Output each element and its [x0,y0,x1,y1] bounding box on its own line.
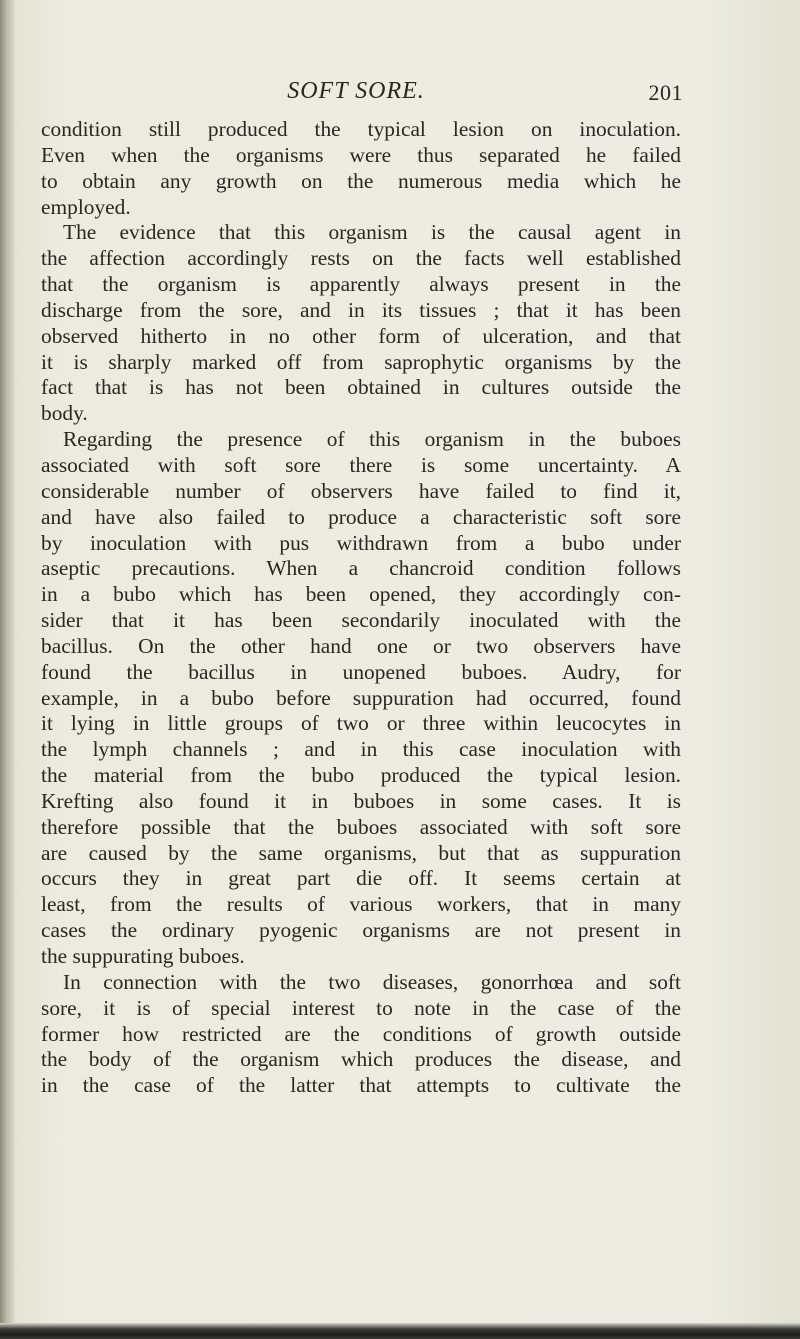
page-bottom-edge [0,1323,800,1339]
text-line: in the case of the latter that attempts to cultivate the [41,1073,681,1098]
binding-edge [0,0,14,1339]
text-line: that the organism is apparently always present in the [41,272,681,297]
text-line: considerable number of observers have failed to find it, [41,478,681,503]
text-line: associated with soft sore there is some uncertainty. A [41,452,681,477]
text-line: Krefting also found it in buboes in some cases. It is [41,788,681,813]
text-line: body. [41,401,88,426]
text-line: cases the ordinary pyogenic organisms are not present in [41,918,681,943]
text-line: and have also failed to produce a characteristic soft sore [41,504,681,529]
text-line: occurs they in great part die off. It seems certain at [41,866,681,891]
text-line: The evidence that this organism is the causal agent in [63,220,681,245]
text-line: it lying in little groups of two or three within leucocytes in [41,711,681,736]
text-line: found the bacillus in unopened buboes. Audry, for [41,659,681,684]
text-line: condition still produced the typical lesion on inoculation. [41,117,681,141]
text-line: by inoculation with pus withdrawn from a bubo under [41,530,681,555]
text-line: the affection accordingly rests on the facts well established [41,246,681,271]
text-line: observed hitherto in no other form of ulceration, and that [41,323,681,348]
text-line: therefore possible that the buboes associated with soft sore [41,814,681,839]
text-line: discharge from the sore, and in its tissues ; that it has been [41,297,681,322]
text-line: aseptic precautions. When a chancroid condition follows [41,556,681,581]
text-line: in a bubo which has been opened, they accordingly con- [41,582,681,607]
body-text [41,117,681,1099]
text-line: fact that is has not been obtained in cultures outside the [41,375,681,400]
text-line: In connection with the two diseases, gonorrhœa and soft [63,969,681,994]
page-header [0,76,800,112]
text-line: the suppurating buboes. [41,944,245,968]
text-line: employed. [41,194,131,219]
text-line: example, in a bubo before suppuration had occurred, found [41,685,681,710]
text-line: bacillus. On the other hand one or two observers have [41,633,681,658]
text-line: Even when the organisms were thus separated he failed [41,142,681,167]
text-line: Regarding the presence of this organism in the buboes [63,427,681,452]
page-number: 201 [648,80,683,105]
text-line: sore, it is of special interest to note in the case of the [41,995,681,1020]
text-line: least, from the results of various workers, that in many [41,892,681,917]
text-line: former how restricted are the conditions of growth outside [41,1021,681,1046]
text-line: it is sharply marked off from saprophytic organisms by the [41,349,681,374]
running-title: SOFT SORE. [287,78,425,104]
text-line: are caused by the same organisms, but that as suppuration [41,840,681,865]
text-line: the lymph channels ; and in this case inoculation with [41,737,681,762]
text-line: the body of the organism which produces the disease, and [41,1047,681,1072]
text-line: the material from the bubo produced the typical lesion. [41,763,681,788]
text-line: to obtain any growth on the numerous media which he [41,168,681,193]
text-line: sider that it has been secondarily inoculated with the [41,608,681,633]
